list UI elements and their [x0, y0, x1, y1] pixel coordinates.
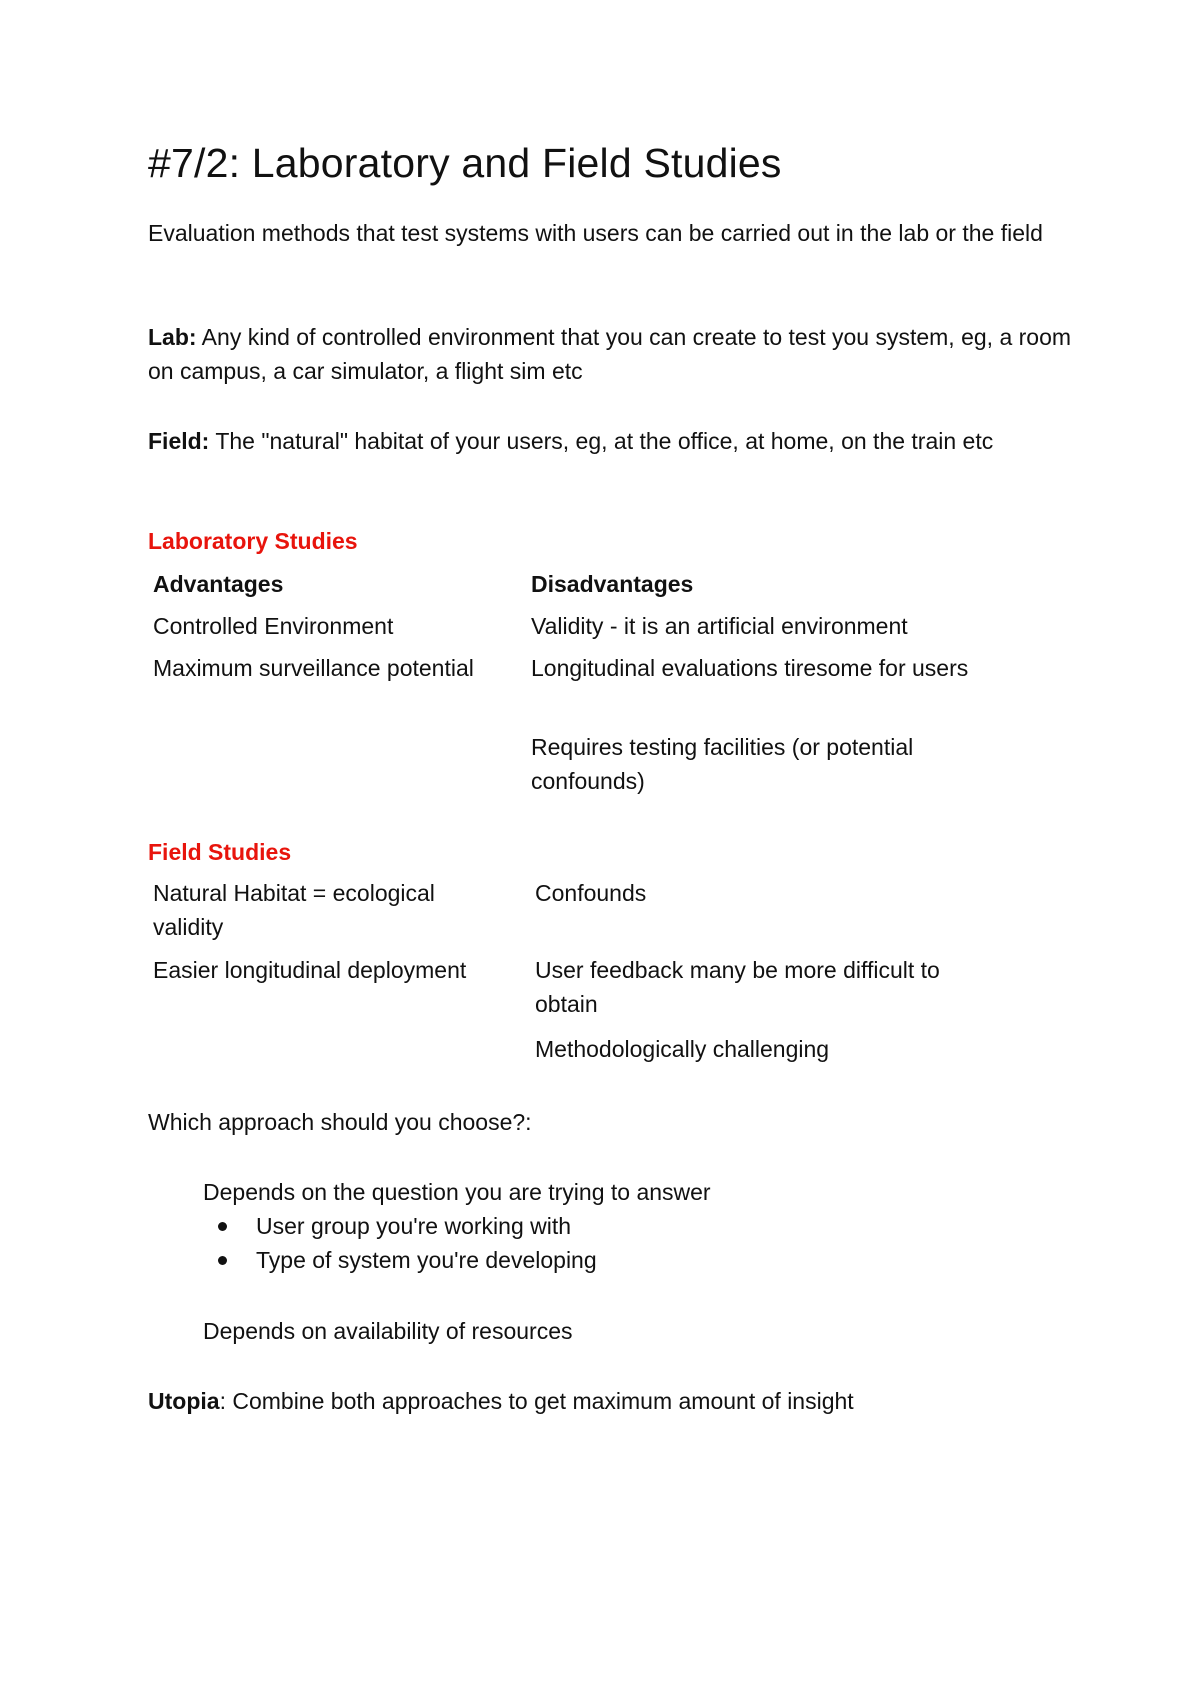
approach-question: Which approach should you choose?: [148, 1109, 532, 1135]
utopia-line [148, 1384, 1078, 1418]
table-cell: Easier longitudinal deployment [153, 957, 467, 983]
bullet-icon [218, 1256, 227, 1265]
field-definition-label: Field: [148, 428, 210, 454]
table-header-disadvantages: Disadvantages [531, 571, 694, 597]
bullet-icon [218, 1222, 227, 1231]
lab-definition-label: Lab: [148, 324, 197, 350]
table-cell: Controlled Environment [153, 613, 394, 639]
field-definition-text: The "natural" habitat of your users, eg, at the office, at home, on the train etc [209, 428, 994, 454]
depends-resources-line: Depends on availability of resources [203, 1318, 573, 1344]
table-cell: Natural Habitat = ecological validity [153, 880, 435, 940]
table-cell: Maximum surveillance potential [153, 655, 474, 681]
depends-question-line: Depends on the question you are trying to answer [203, 1179, 711, 1205]
field-studies-heading: Field Studies [148, 839, 292, 865]
table-cell: User feedback many be more difficult to obtain [535, 957, 940, 1017]
table-cell: Confounds [535, 880, 647, 906]
lab-definition-text: Any kind of controlled environment that you can create to test you system, eg, a room on campus, a car simulator, a flight sim etc [148, 324, 1072, 384]
table-header-advantages: Advantages [153, 571, 284, 597]
table-cell: Longitudinal evaluations tiresome for users [531, 655, 969, 681]
utopia-text: : Combine both approaches to get maximum amount of insight [219, 1388, 854, 1414]
table-cell: Requires testing facilities (or potential confounds) [531, 734, 914, 794]
list-item-text: User group you're working with [256, 1213, 572, 1239]
field-definition [148, 424, 1078, 458]
list-item-text: Type of system you're developing [256, 1247, 597, 1273]
intro-paragraph: Evaluation methods that test systems with users can be carried out in the lab or the field [148, 220, 1043, 246]
table-cell: Methodologically challenging [535, 1036, 830, 1062]
page-title: #7/2: Laboratory and Field Studies [148, 140, 782, 186]
lab-definition [148, 320, 1078, 388]
utopia-label: Utopia [148, 1388, 220, 1414]
lab-studies-heading: Laboratory Studies [148, 528, 358, 554]
table-cell: Validity - it is an artificial environment [531, 613, 908, 639]
